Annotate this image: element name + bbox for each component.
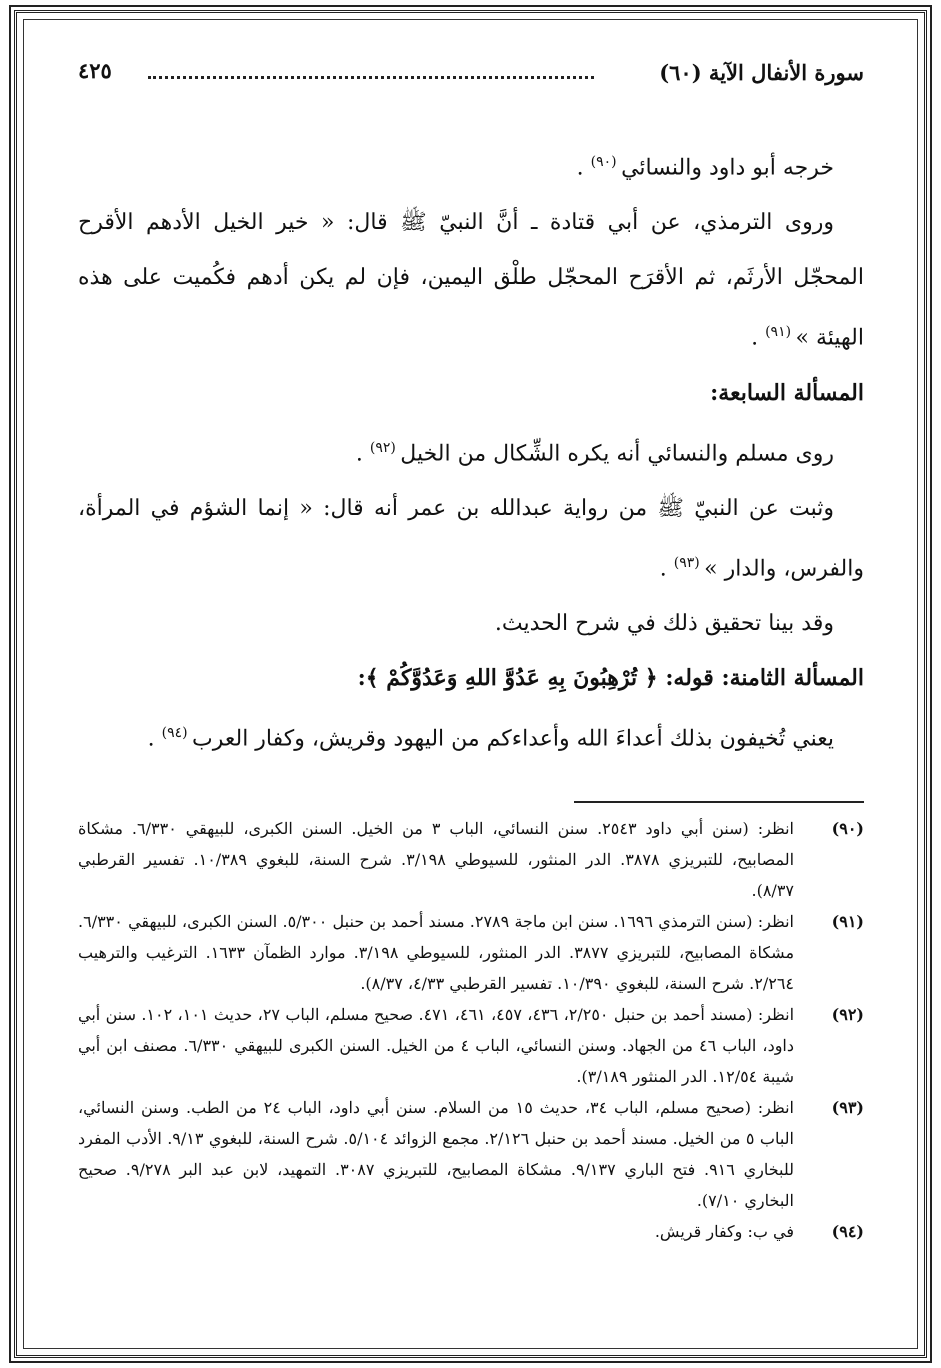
footnote-reference[interactable]: (٩٢) xyxy=(369,439,401,456)
section-heading: المسألة السابعة: xyxy=(710,379,864,406)
punctuation: . xyxy=(147,726,162,752)
header-title: سورة الأنفال الآية (٦٠) xyxy=(659,60,864,85)
footnote xyxy=(78,999,864,1092)
header-leader-dots xyxy=(148,76,594,79)
punctuation: . xyxy=(576,155,591,181)
section-heading: المسألة الثامنة: قوله: ﴿ تُرْهِبُونَ بِهِ عَدُوَّ اللهِ وَعَدُوَّكُمْ ﴾: xyxy=(357,665,864,692)
body-paragraph xyxy=(78,421,864,481)
footnote-text: في ب: وكفار قريش. xyxy=(654,1221,794,1241)
page-number: ٤٢٥ xyxy=(78,58,112,83)
footnote-text: انظر: (مسند أحمد بن حنبل ٢/٢٥٠، ٤٣٦، ٤٥٧، ٤٦١، ٤٧١. صحيح مسلم، الباب ٢٧، حديث ١٠١، ١٠٢. سنن أبي داود، الباب ٤٦ من الجهاد. وسنن النسائي، الباب ٤ من الخيل. السنن الكبرى للبيهقي ٦/٣٣٠. مصنف ابن أبي شيبة ١٢/٥٤. الدر المنثور ٣/١٨٩). xyxy=(78,1004,795,1086)
footnote xyxy=(78,1216,864,1247)
footnote xyxy=(78,813,864,906)
punctuation: . xyxy=(355,440,370,466)
body-paragraph xyxy=(78,481,864,596)
footnote-reference[interactable]: (٩٤) xyxy=(161,725,193,742)
footnote-reference[interactable]: (٩١) xyxy=(765,324,796,341)
footnote-reference[interactable]: (٩٠) xyxy=(590,154,622,170)
footnote-number: (٩١) xyxy=(831,911,864,931)
body-paragraph xyxy=(78,195,864,365)
page-content xyxy=(78,56,864,1247)
paragraph-text: وثبت عن النبيّ ﷺ من رواية عبدالله بن عمر أنه قال: « إنما الشؤم في المرأة، والفرس، والدار » xyxy=(78,495,864,582)
body-paragraph xyxy=(78,706,864,766)
footnotes xyxy=(78,813,864,1247)
footnote-separator xyxy=(574,801,864,803)
body-paragraph xyxy=(78,596,864,651)
paragraph-text: وقد بينا تحقيق ذلك في شرح الحديث. xyxy=(494,611,834,637)
footnote xyxy=(78,906,864,999)
main-text xyxy=(78,135,864,767)
punctuation: . xyxy=(751,325,766,351)
body-paragraph xyxy=(78,135,864,195)
footnote-number: (٩٤) xyxy=(831,1221,864,1241)
footnote-number: (٩٠) xyxy=(831,818,864,838)
running-header xyxy=(78,56,864,101)
footnote-reference[interactable]: (٩٣) xyxy=(673,554,705,571)
paragraph-text: خرجه أبو داود والنسائي xyxy=(621,155,834,181)
paragraph-text: وروى الترمذي، عن أبي قتادة ـ أنَّ النبيّ ﷺ قال: « خير الخيل الأدهم الأقرح المحجّل الأرثَم، ثم الأقرَح المحجّل طلْق اليمين، فإن لم يكن أدهم فكُميت على هذه الهيئة » xyxy=(78,210,864,351)
footnote-number: (٩٣) xyxy=(831,1097,864,1117)
footnote-number: (٩٢) xyxy=(831,1004,864,1024)
paragraph-text: روى مسلم والنسائي أنه يكره الشِّكال من الخيل xyxy=(400,440,834,466)
footnote xyxy=(78,1092,864,1216)
footnote-text: انظر: (صحيح مسلم، الباب ٣٤، حديث ١٥ من السلام. سنن أبي داود، الباب ٢٤ من الطب. وسنن النسائي، الباب ٥ من الخيل. مسند أحمد بن حنبل ٢/١٢٦. مجمع الزوائد ٥/١٠٤. شرح السنة، للبغوي ٩/١٣. الأدب المفرد للبخاري ٩١٦. فتح الباري ٩/١٣٧. مشكاة المصابيح، للتبريزي ٣٠٨٧. التمهيد، لابن عبد البر ٩/٢٧٨. صحيح البخاري ٧/١٠). xyxy=(78,1097,795,1210)
paragraph-text: يعني تُخيفون بذلك أعداءَ الله وأعداءكم من اليهود وقريش، وكفار العرب xyxy=(192,726,834,752)
punctuation: . xyxy=(659,556,674,582)
footnote-text: انظر: (سنن أبي داود ٢٥٤٣. سنن النسائي، الباب ٣ من الخيل. السنن الكبرى، للبيهقي ٦/٣٣٠. مشكاة المصابيح، للتبريزي ٣٨٧٨. الدر المنثور، للسيوطي ٣/١٩٨. شرح السنة، للبغوي ١٠/٣٨٩. تفسير القرطبي ٨/٣٧). xyxy=(78,818,795,900)
footnote-text: انظر: (سنن الترمذي ١٦٩٦. سنن ابن ماجة ٢٧٨٩. مسند أحمد بن حنبل ٥/٣٠٠. السنن الكبرى، للبيهقي ٦/٣٣٠. مشكاة المصابيح، للتبريزي ٣٨٧٧. الدر المنثور، للسيوطي ٣/١٩٨. موارد الظمآن ١٦٣٣. الترغيب والترهيب ٢/٢٦٤. شرح السنة، للبغوي ١٠/٣٩٠. تفسير القرطبي ٤/٣٣، ٨/٣٧). xyxy=(78,911,795,993)
